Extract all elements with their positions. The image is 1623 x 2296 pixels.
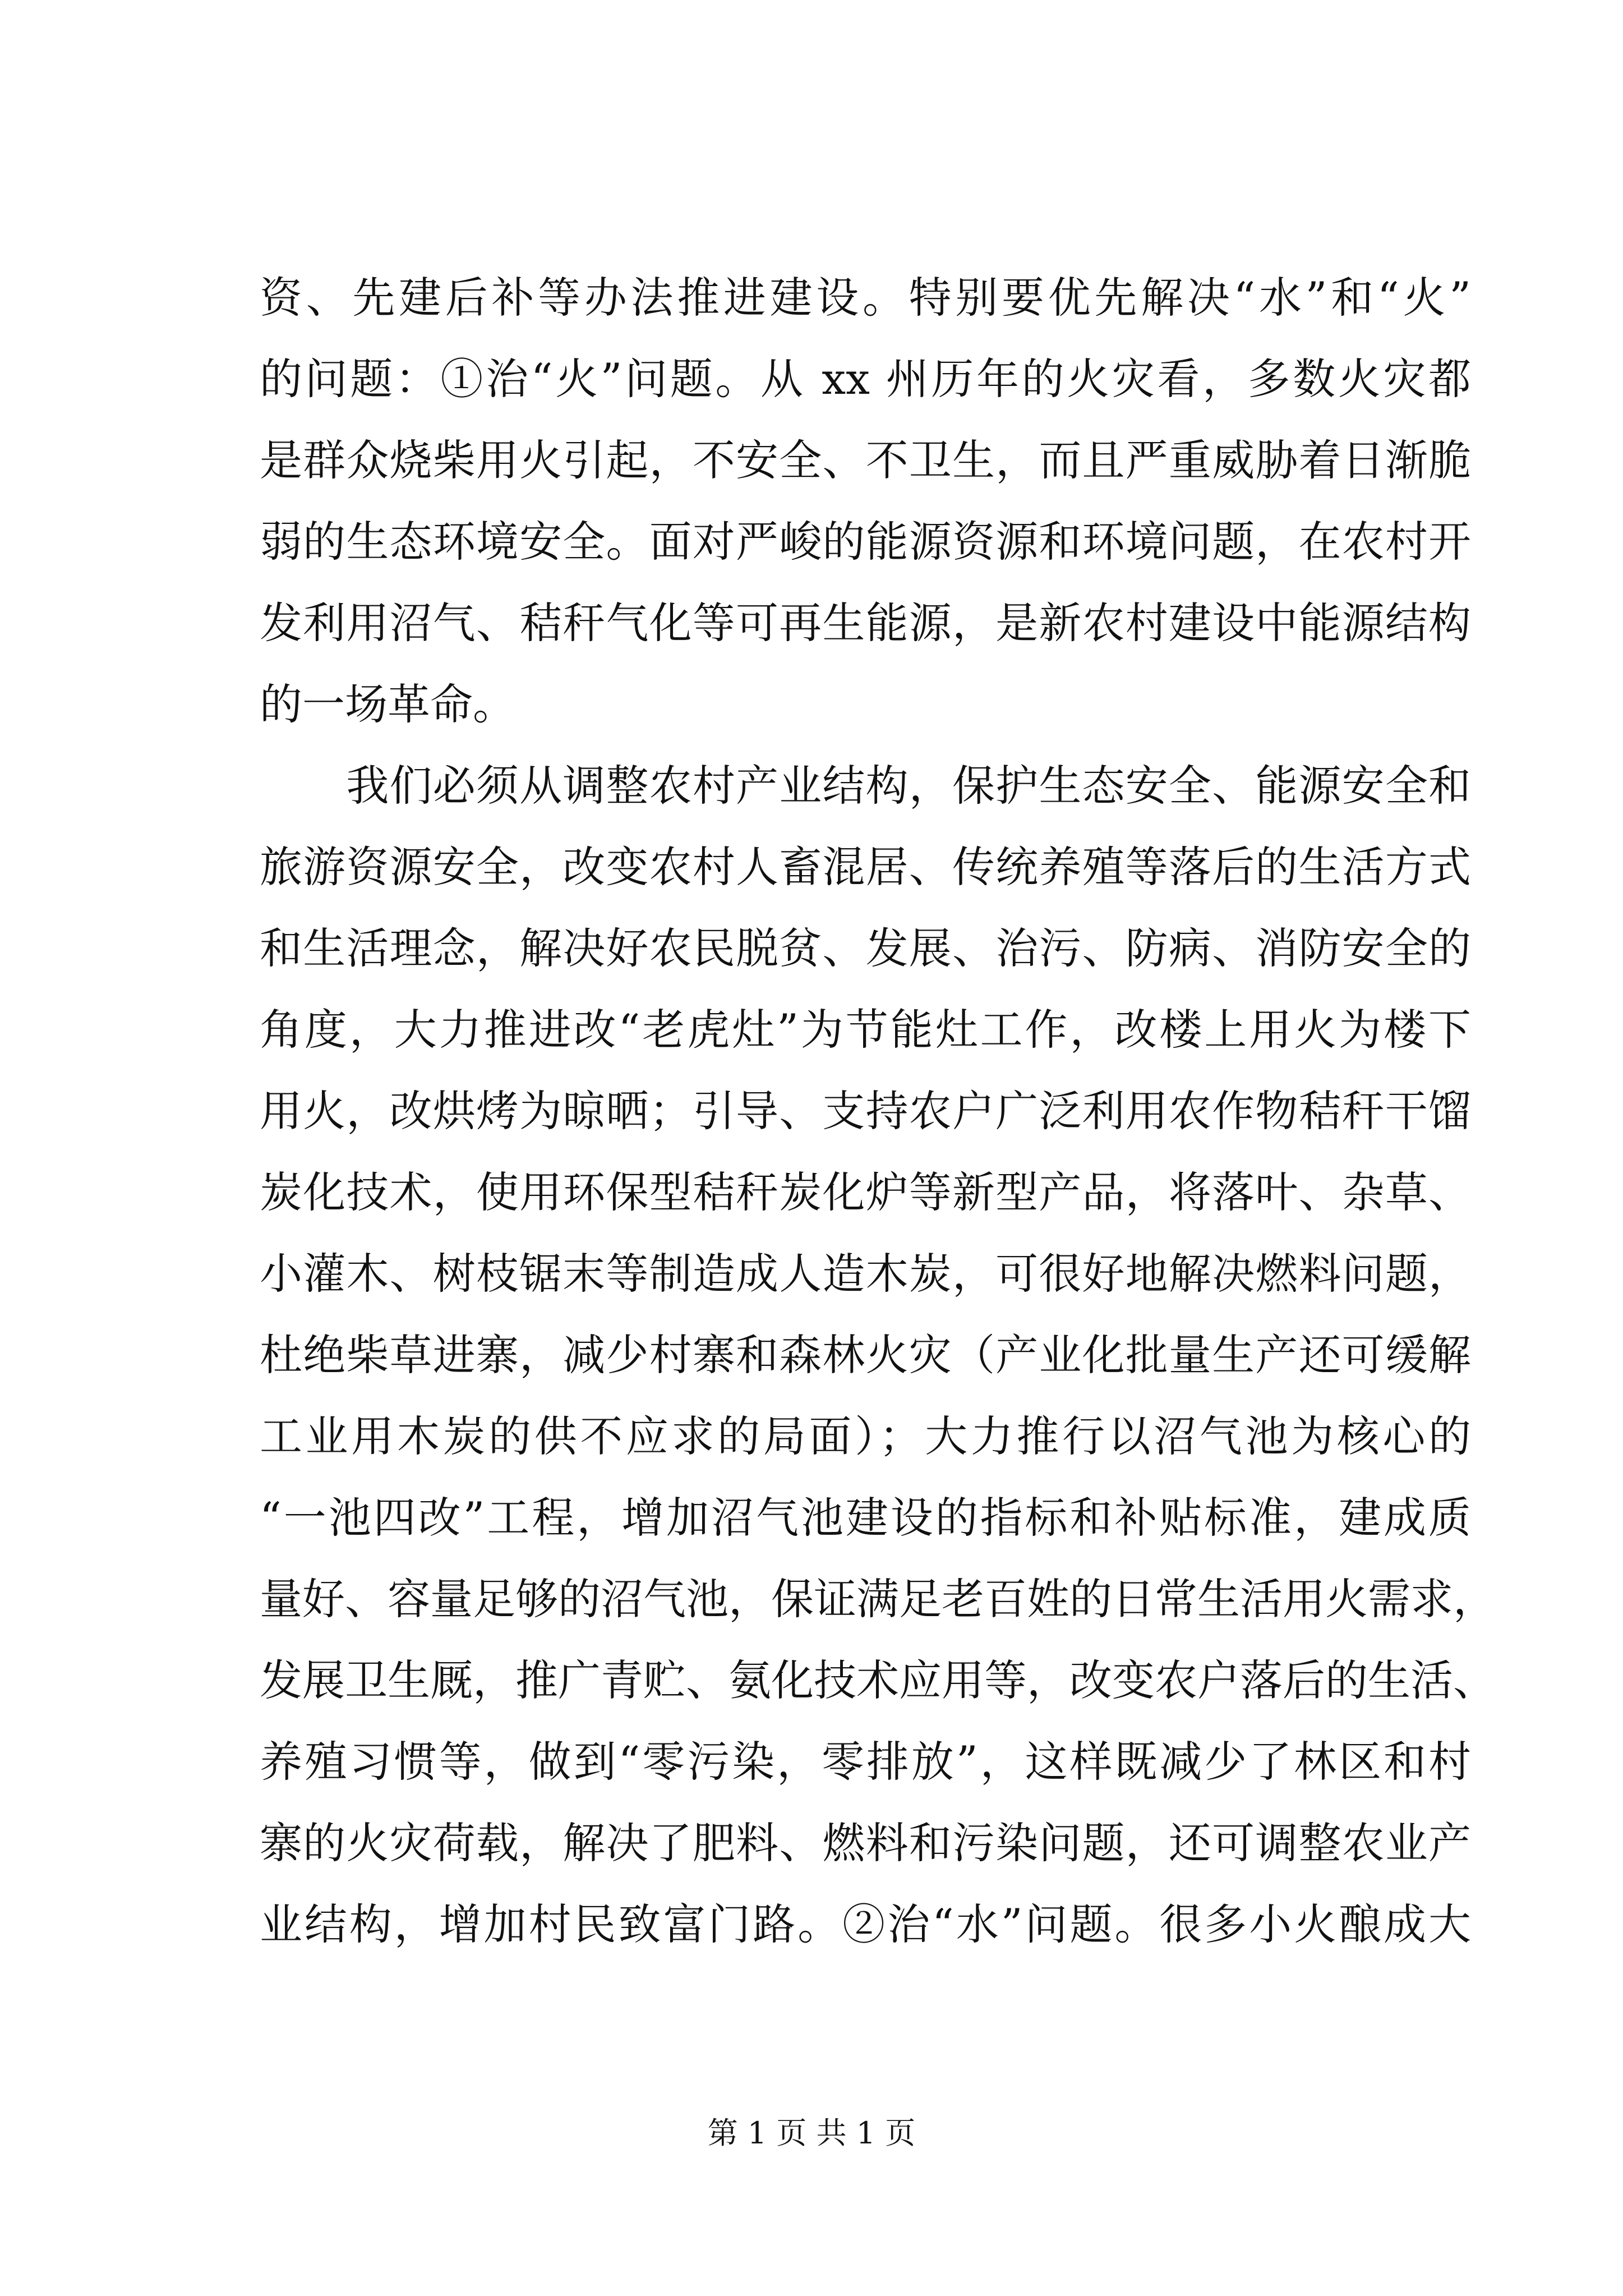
text-line: 用火，改烘烤为晾晒；引导、支持农户广泛利用农作物秸秆干馏	[260, 1086, 1471, 1136]
text-line: 和生活理念，解决好农民脱贫、发展、治污、防病、消防安全的	[260, 923, 1471, 973]
text-line: 炭化技术，使用环保型秸秆炭化炉等新型产品，将落叶、杂草、	[260, 1167, 1471, 1217]
text-line: 发利用沼气、秸秆气化等可再生能源，是新农村建设中能源结构	[260, 598, 1471, 648]
text-line: 量好、容量足够的沼气池，保证满足老百姓的日常生活用火需求，	[260, 1574, 1496, 1624]
text-line: 寨的火灾荷载，解决了肥料、燃料和污染问题，还可调整农业产	[260, 1818, 1471, 1868]
text-line: 工业用木炭的供不应求的局面）；大力推行以沼气池为核心的	[260, 1411, 1471, 1461]
text-line: 养殖习惯等，做到“零污染，零排放”，这样既减少了林区和村	[260, 1737, 1471, 1787]
text-line: 的一场革命。	[260, 679, 515, 729]
text-line: 我们必须从调整农村产业结构，保护生态安全、能源安全和	[260, 761, 1471, 811]
text-line: 小灌木、树枝锯末等制造成人造木炭，可很好地解决燃料问题，	[260, 1249, 1471, 1299]
document-body	[260, 257, 1496, 1965]
text-line: 业结构，增加村民致富门路。②治“水”问题。很多小火酿成大	[260, 1899, 1471, 1949]
text-line: 杜绝柴草进寨，减少村寨和森林火灾（产业化批量生产还可缓解	[260, 1330, 1471, 1380]
text-line: 弱的生态环境安全。面对严峻的能源资源和环境问题，在农村开	[260, 517, 1471, 567]
text-line: 的问题：①治“火”问题。从 xx 州历年的火灾看，多数火灾都	[260, 354, 1471, 404]
page-number-label: 第 1 页 共 1 页	[707, 2115, 916, 2151]
text-line: “一池四改”工程，增加沼气池建设的指标和补贴标准，建成质	[260, 1493, 1471, 1543]
text-line: 旅游资源安全，改变农村人畜混居、传统养殖等落后的生活方式	[260, 842, 1471, 892]
text-line: 发展卫生厩，推广青贮、氨化技术应用等，改变农户落后的生活、	[260, 1655, 1496, 1705]
text-line: 角度，大力推进改“老虎灶”为节能灶工作，改楼上用火为楼下	[260, 1005, 1471, 1055]
text-line: 是群众烧柴用火引起，不安全、不卫生，而且严重威胁着日渐脆	[260, 435, 1471, 485]
text-line: 资、先建后补等办法推进建设。特别要优先解决“水”和“火”	[260, 273, 1471, 323]
page-footer	[0, 2109, 1623, 2152]
